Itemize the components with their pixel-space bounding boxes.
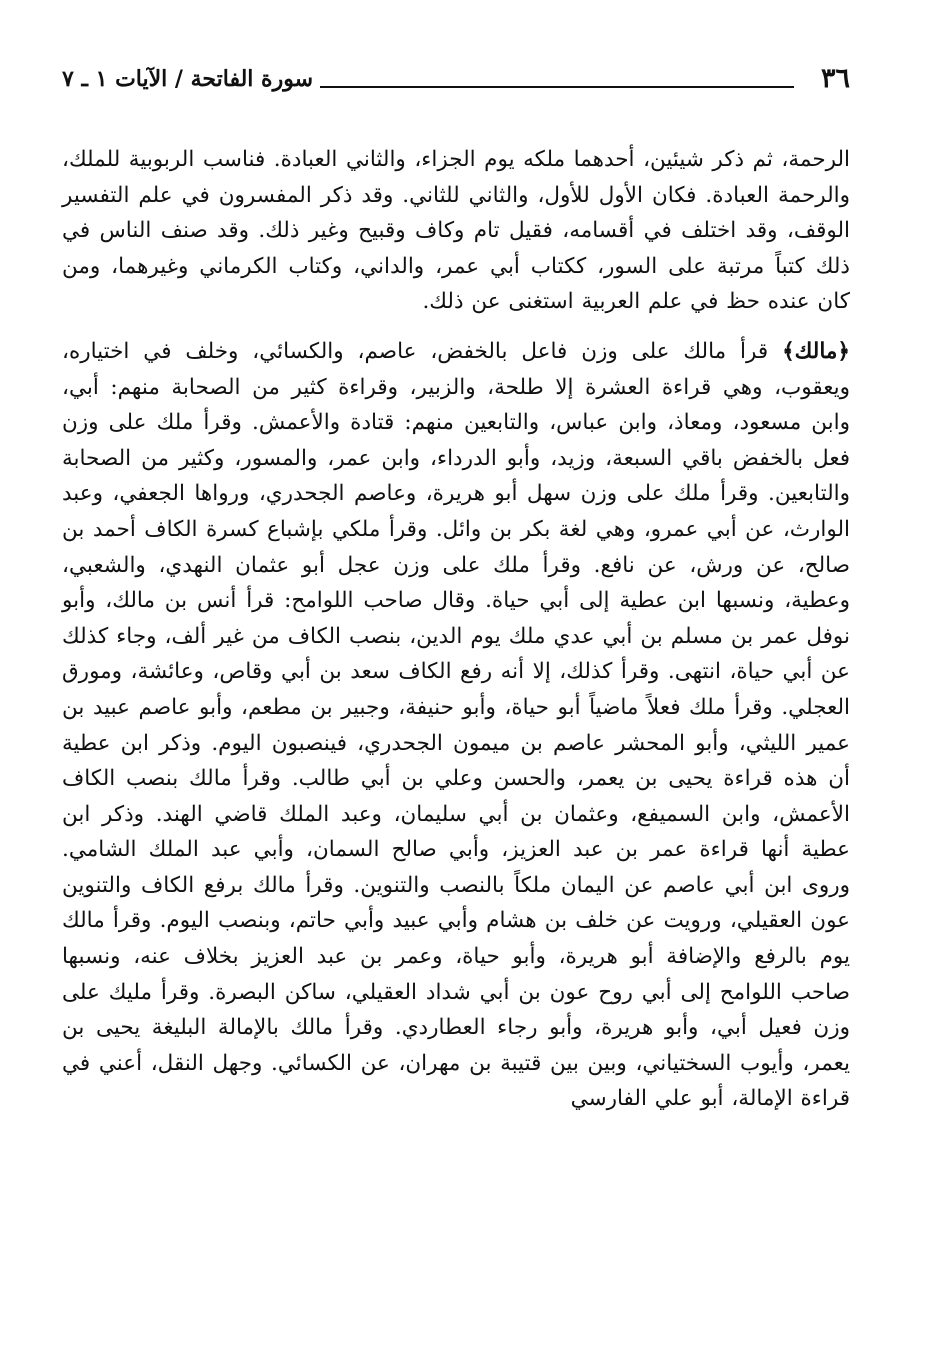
running-header <box>62 62 850 102</box>
paragraph-2 <box>62 334 850 1117</box>
header-title: سورة الفاتحة / الآيات ١ ـ ٧ <box>62 66 314 92</box>
page-number: ٣٦ <box>820 63 850 94</box>
paragraph-1: الرحمة، ثم ذكر شيئين، أحدهما ملكه يوم الجزاء، والثاني العبادة. فناسب الربوبية للملك، والرحمة العبادة. فكان الأول للأول، والثاني للثاني. وقد ذكر المفسرون في علم التفسير الوقف، وقد اختلف في أقسامه، فقيل تام وكاف وقبيح وغير ذلك. وقد صنف الناس في ذلك كتباً مرتبة على السور، ككتاب أبي عمر، والداني، وكتاب الكرماني وغيرهما، ومن كان عنده حظ في علم العربية استغنى عن ذلك. <box>62 147 850 315</box>
quranic-term: ﴿مالك﴾ <box>782 338 850 364</box>
main-text <box>62 142 850 1117</box>
header-rule <box>320 86 794 88</box>
paragraph-2-text: قرأ مالك على وزن فاعل بالخفض، عاصم، والكسائي، وخلف في اختياره، ويعقوب، وهي قراءة العشرة إلا طلحة، والزبير، وقراءة كثير من الصحابة منهم: أبي، وابن مسعود، ومعاذ، وابن عباس، والتابعين منهم: قتادة والأعمش. وقرأ ملك على وزن فعل بالخفض باقي السبعة، وزيد، وأبو الدرداء، وابن عمر، والمسور، وكثير من الصحابة والتابعين. وقرأ ملك على وزن سهل أبو هريرة، وعاصم الجحدري، ورواها الجعفي، وعبد الوارث، عن أبي عمرو، وهي لغة بكر بن وائل. وقرأ ملكي بإشباع كسرة الكاف أحمد بن صالح، عن ورش، عن نافع. وقرأ ملك على وزن عجل أبو عثمان النهدي، والشعبي، وعطية، ونسبها ابن عطية إلى أبي حياة. وقال صاحب اللوامح: قرأ أنس بن مالك، وأبو نوفل عمر بن مسلم بن أبي عدي ملك يوم الدين، بنصب الكاف من غير ألف، وجاء كذلك عن أبي حياة، انتهى. وقرأ كذلك، إلا أنه رفع الكاف سعد بن أبي وقاص، وعائشة، ومورق العجلي. وقرأ ملك فعلاً ماضياً أبو حياة، وأبو حنيفة، وجبير بن مطعم، وأبو عاصم عبيد بن عمير الليثي، وأبو المحشر عاصم بن ميمون الجحدري، فينصبون اليوم. وذكر ابن عطية أن هذه قراءة يحيى بن يعمر، والحسن وعلي بن أبي طالب. وقرأ مالك بنصب الكاف الأعمش، وابن السميفع، وعثمان بن أبي سليمان، وعبد الملك قاضي الهند. وذكر ابن عطية أنها قراءة عمر بن عبد العزيز، وأبي صالح السمان، وأبي عبد الملك الشامي. وروى ابن أبي عاصم عن اليمان ملكاً بالنصب والتنوين. وقرأ مالك برفع الكاف والتنوين عون العقيلي، ورويت عن خلف بن هشام وأبي عبيد وأبي حاتم، وبنصب اليوم. وقرأ مالك يوم بالرفع والإضافة أبو هريرة، وأبو حياة، وعمر بن عبد العزيز بخلاف عنه، ونسبها صاحب اللوامح إلى أبي روح عون بن أبي شداد العقيلي، ساكن البصرة. وقرأ مليك على وزن فعيل أبي، وأبو هريرة، وأبو رجاء العطاردي. وقرأ مالك بالإمالة البليغة يحيى بن يعمر، وأيوب السختياني، وبين بين قتيبة بن مهران، عن الكسائي. وجهل النقل، أعني في قراءة الإمالة، أبو علي الفارسي <box>62 338 850 1112</box>
